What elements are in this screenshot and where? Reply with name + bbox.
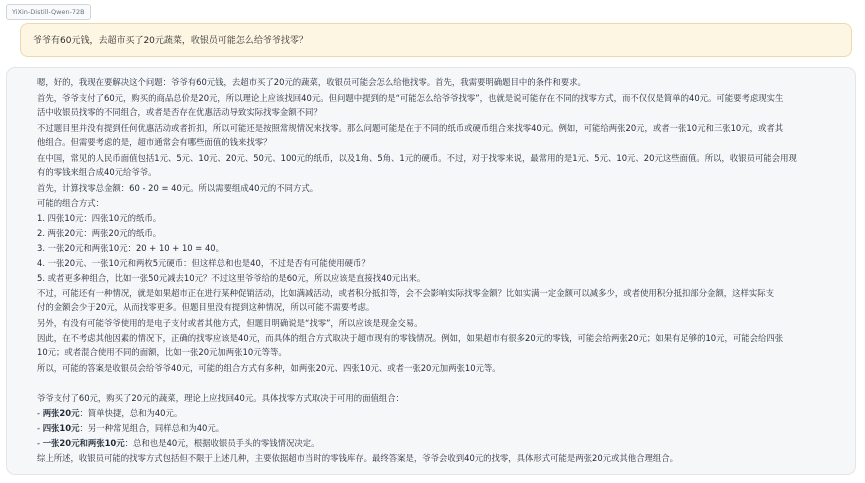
answer-line: 首先，爷爷支付了60元，购买的商品总价是20元，所以理论上应该找回40元。但问题中提到的是“可能怎么给爷爷找零”，也就是说可能存在不同的找零方式，而不仅仅是简单的40元。可能要考虑现实生 — [37, 93, 784, 103]
answer-line: 付的金额会少于20元，从而找零更多。但题目里没有提到这种情况，所以可能不需要考虑。 — [37, 302, 375, 312]
answer-line: 因此，在不考虑其他因素的情况下，正确的找零应该是40元，而具体的组合方式取决于超市现有的零钱情况。例如，如果超市有很多20元的零钱，可能会给两张20元；如果有足够的10元，可能会给四张 — [37, 333, 784, 343]
option-item — [37, 407, 841, 419]
answer-line: 他组合。但需要考虑的是，超市通常会有哪些面值的钱来找零？ — [37, 137, 272, 147]
answer-line: 1. 四张10元：四张10元的纸币。 — [37, 213, 162, 223]
answer-line: 不过题目里并没有提到任何优惠活动或者折扣，所以可能还是按照常规情况来找零。那么问题可能是在于不同的纸币或硬币组合来找零40元。例如，可能给两张20元，或者一张10元和三张10元，或者其 — [37, 123, 784, 133]
answer-conclusion-line: 综上所述，收银员可能的找零方式包括但不限于上述几种，主要依据超市当时的零钱库存。最终答案是，爷爷会收到40元的找零，具体形式可能是两张20元或其他合理组合。 — [37, 453, 679, 463]
model-tag: YiXin-Distill-Qwen-72B — [6, 4, 91, 20]
option-bold: 两张20元 — [42, 408, 80, 418]
option-item — [37, 422, 841, 434]
answer-summary-line: 爷爷支付了60元，购买了20元的蔬菜，理论上应找回40元。具体找零方式取决于可用的面值组合： — [37, 393, 404, 403]
option-text: ：简单快捷，总和为40元。 — [79, 408, 183, 418]
answer-line: 首先，计算找零总金额：60 - 20 = 40元。所以需要组成40元的不同方式。 — [37, 183, 319, 193]
option-bold: 四张10元 — [42, 423, 80, 433]
answer-line: 在中国，常见的人民币面值包括1元、5元、10元、20元、50元、100元的纸币，以及1角、5角、1元的硬币。不过，对于找零来说，最常用的是1元、5元、10元、20元这些面值。所以，收银员可能会用现 — [37, 153, 797, 163]
answer-line: 3. 一张20元和两张10元：20 + 10 + 10 = 40。 — [37, 243, 224, 253]
answer-line: 10元；或者混合使用不同的面额，比如一张20元加两张10元等等。 — [37, 347, 287, 357]
answer-line: 4. 一张20元、一张10元和两枚5元硬币：但这样总和也是40，不过是否有可能使用硬币？ — [37, 258, 370, 268]
option-bullet: - — [37, 423, 43, 433]
model-answer-panel — [6, 67, 856, 475]
answer-line: 有的零钱来组合成40元给爷爷。 — [37, 167, 157, 177]
option-bullet: - — [37, 408, 43, 418]
answer-line: 2. 两张20元：两张20元的纸币。 — [37, 228, 162, 238]
option-bold: 一张20元和两张10元 — [42, 438, 125, 448]
option-text: ：另一种常见组合，同样总和为40元。 — [79, 423, 225, 433]
answer-line: 5. 或者更多种组合，比如一张50元减去10元？不过这里爷爷给的是60元，所以应该是直接找40元出来。 — [37, 273, 426, 283]
option-text: ：总和也是40元，根据收银员手头的零钱情况决定。 — [124, 438, 320, 448]
option-bullet: - — [37, 438, 43, 448]
answer-line: 可能的组合方式： — [37, 198, 104, 208]
answer-line: 不过，可能还有一种情况，就是如果超市正在进行某种促销活动，比如满减活动，或者积分抵扣等，会不会影响实际找零金额？比如实满一定金额可以减多少，或者使用积分抵扣部分金额，这样实际支 — [37, 288, 774, 298]
answer-line: 嗯，好的，我现在要解决这个问题：爷爷有60元钱，去超市买了20元的蔬菜，收银员可能会怎么给他找零。首先，我需要明确题目中的条件和要求。 — [37, 77, 586, 87]
answer-line: 活中收银员找零的不同组合，或者是否存在优惠活动导致实际找零金额不同？ — [37, 107, 322, 117]
answer-line: 所以，可能的答案是收银员会给爷爷40元，可能的组合方式有多种，如两张20元、四张10元、或者一张20元加两张10元等。 — [37, 363, 501, 373]
answer-line: 另外，有没有可能爷爷使用的是电子支付或者其他方式，但题目明确说是“找零”，所以应该是现金交易。 — [37, 318, 423, 328]
option-item — [37, 437, 841, 449]
user-question-bubble: 爷爷有60元钱，去超市买了20元蔬菜，收银员可能怎么给爷爷找零？ — [20, 23, 852, 57]
